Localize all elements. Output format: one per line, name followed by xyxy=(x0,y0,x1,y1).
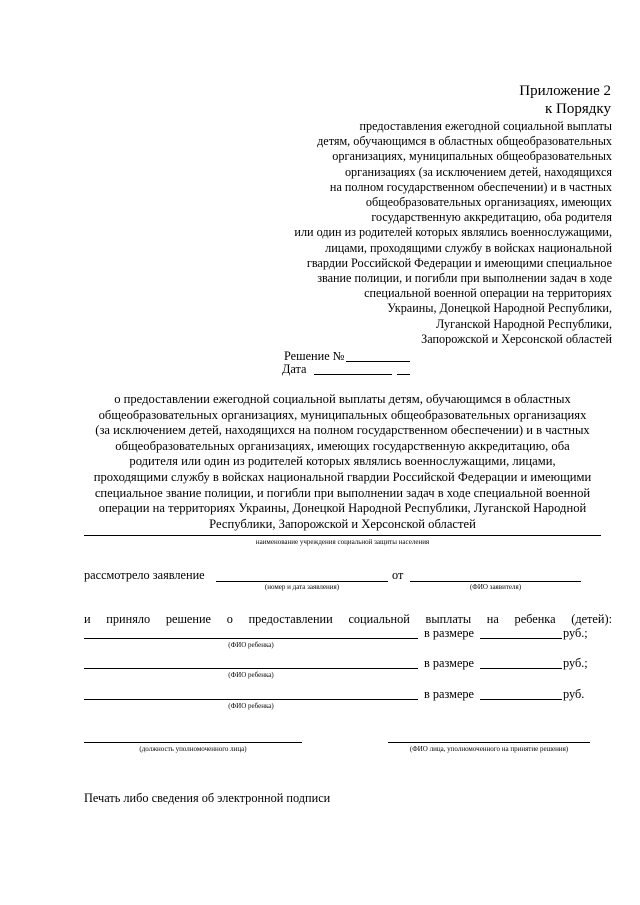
amount-line-1[interactable] xyxy=(480,638,562,639)
decision-sentence-word: на xyxy=(486,612,499,626)
official-name-line[interactable] xyxy=(388,742,590,743)
decision-sentence xyxy=(84,612,612,627)
decision-date-line[interactable] xyxy=(314,374,392,375)
appendix-description-line: звание полиции, и погибли при выполнении задач в ходе xyxy=(317,271,612,285)
decision-sentence-word: предоставлении xyxy=(248,612,333,626)
decision-subject-line: Республики, Запорожской и Херсонской областей xyxy=(209,516,476,531)
decision-number-label: Решение № xyxy=(284,349,345,363)
decision-sentence-word: социальной xyxy=(348,612,410,626)
amount-line-3[interactable] xyxy=(480,699,562,700)
applicant-name-line[interactable] xyxy=(410,581,581,582)
official-name-caption: (ФИО лица, уполномоченного на принятие решения) xyxy=(409,745,569,753)
institution-line[interactable] xyxy=(84,535,601,536)
decision-subject-line: общеобразовательных организациях, муниципальных общеобразовательных организациях xyxy=(98,407,587,422)
appendix-description-line: общеобразовательных организациях, имеющих xyxy=(365,195,612,209)
decision-sentence-word: приняло xyxy=(106,612,151,626)
amount-line-2[interactable] xyxy=(480,668,562,669)
appendix-description-line: специальной военной операции на территориях xyxy=(364,286,612,301)
rub-label-3: руб. xyxy=(563,687,585,701)
decision-number-line[interactable] xyxy=(346,361,410,362)
decision-subject-line: родителя или один из родителей которых являлись военнослужащими, лицами, xyxy=(129,454,556,469)
rub-label-1: руб.; xyxy=(563,626,588,640)
decision-date-label: Дата xyxy=(282,362,307,376)
decision-date-line-year[interactable] xyxy=(397,374,410,375)
appendix-description-line: детям, обучающимся в областных общеобразовательных xyxy=(317,134,612,149)
decision-sentence-word: выплаты xyxy=(425,612,472,626)
decision-sentence-word: (детей): xyxy=(571,612,612,626)
decision-subject-line: общеобразовательных организациях, имеющих государственную аккредитацию, оба xyxy=(115,438,570,453)
child-caption-2: (ФИО ребенка) xyxy=(228,671,274,679)
appendix-description-line: на полном государственном обеспечении) и в частных xyxy=(329,179,612,194)
from-label: от xyxy=(392,568,404,582)
appendix-description-line: лицами, проходящими службу в войсках национальной xyxy=(325,240,612,255)
decision-sentence-word: ребенка xyxy=(514,612,556,626)
stamp-note: Печать либо сведения об электронной подписи xyxy=(84,791,331,805)
appendix-order-reference: к Порядку xyxy=(545,101,611,117)
amount-label-2: в размере xyxy=(424,656,475,670)
amount-label-3: в размере xyxy=(424,687,475,701)
reviewed-application-label: рассмотрело заявление xyxy=(84,568,205,582)
child-name-line-1[interactable] xyxy=(84,638,418,639)
decision-sentence-word: решение xyxy=(165,612,211,626)
application-caption: (номер и дата заявления) xyxy=(264,583,340,591)
decision-subject-line: специальное звание полиции, и погибли при выполнении задач в ходе специальной военной xyxy=(94,485,591,500)
appendix-description-line: гвардии Российской Федерации и имеющими специальное xyxy=(306,255,612,270)
applicant-caption: (ФИО заявителя) xyxy=(469,583,522,591)
official-position-caption: (должность уполномоченного лица) xyxy=(139,745,247,753)
decision-sentence-word: и xyxy=(84,612,91,626)
appendix-description-line: или один из родителей которых являлись военнослужащими, xyxy=(294,225,612,240)
institution-caption: наименование учреждения социальной защиты населения xyxy=(255,538,430,546)
appendix-description-line: организациях, муниципальных общеобразовательных xyxy=(332,149,612,164)
child-caption-3: (ФИО ребенка) xyxy=(228,702,274,710)
child-name-line-3[interactable] xyxy=(84,699,418,700)
appendix-description-line: Украины, Донецкой Народной Республики, xyxy=(387,301,612,316)
rub-label-2: руб.; xyxy=(563,656,588,670)
decision-subject-line: о предоставлении ежегодной социальной выплаты детям, обучающимся в областных xyxy=(114,392,571,406)
appendix-description-line: Луганской Народной Республики, xyxy=(436,316,612,331)
decision-subject-line: (за исключением детей, находящихся на полном государственном обеспечении) и в частных xyxy=(95,423,590,438)
application-number-line[interactable] xyxy=(216,581,388,582)
child-name-line-2[interactable] xyxy=(84,668,418,669)
decision-subject-line: операции на территориях Украины, Донецкой Народной Республики, Луганской Народной xyxy=(98,501,587,516)
appendix-description-line: государственную аккредитацию, оба родителя xyxy=(371,210,612,225)
amount-label-1: в размере xyxy=(424,626,475,640)
child-caption-1: (ФИО ребенка) xyxy=(228,641,274,649)
appendix-number: Приложение 2 xyxy=(519,83,611,99)
decision-sentence-word: о xyxy=(226,612,233,626)
official-position-line[interactable] xyxy=(84,742,302,743)
decision-subject-line: проходящими службу в войсках национальной гвардии Российской Федерации и имеющими xyxy=(93,470,592,484)
appendix-description-line: организациях (за исключением детей, находящихся xyxy=(344,164,612,179)
appendix-description-line: Запорожской и Херсонской областей xyxy=(421,331,612,346)
appendix-description-line: предоставления ежегодной социальной выплаты xyxy=(359,119,612,133)
